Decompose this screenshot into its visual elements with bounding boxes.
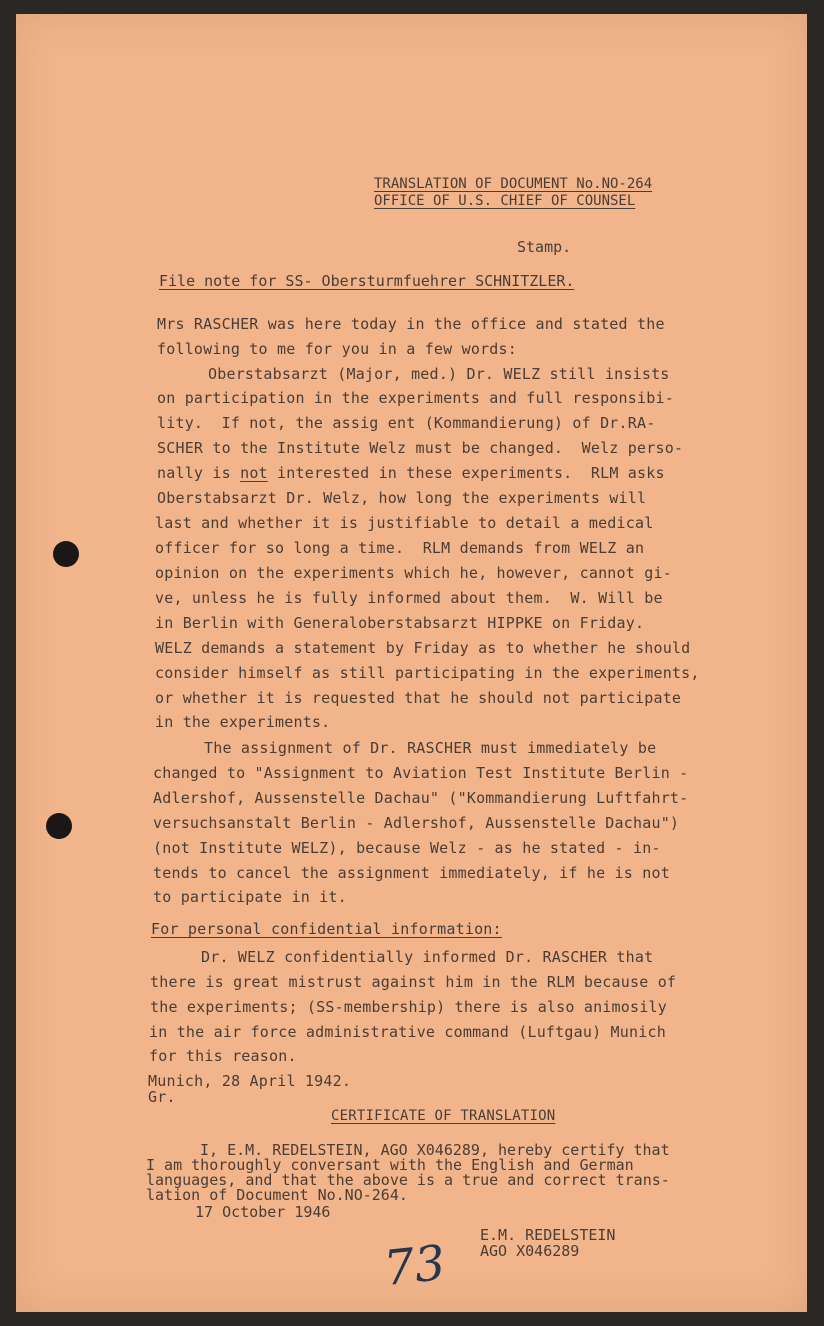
body-line: changed to "Assignment to Aviation Test Institute Berlin - bbox=[153, 764, 689, 782]
body-line: officer for so long a time. RLM demands from WELZ an bbox=[155, 539, 645, 557]
certificate-line: languages, and that the above is a true and correct trans- bbox=[146, 1171, 670, 1189]
punch-hole-bottom bbox=[46, 813, 72, 839]
body-line: in Berlin with Generaloberstabsarzt HIPPKE on Friday. bbox=[155, 614, 645, 632]
certificate-heading: CERTIFICATE OF TRANSLATION bbox=[331, 1108, 556, 1124]
confidential-line: the experiments; (SS-membership) there is also animosily bbox=[150, 998, 667, 1016]
body-text: interested in these experiments. RLM asks bbox=[277, 464, 665, 482]
body-line: Oberstabsarzt (Major, med.) Dr. WELZ still insists bbox=[208, 365, 670, 383]
initials: Gr. bbox=[148, 1088, 176, 1106]
header-line-2: OFFICE OF U.S. CHIEF OF COUNSEL bbox=[374, 193, 636, 209]
stamp-label: Stamp. bbox=[517, 238, 572, 256]
handwritten-page-number: 73 bbox=[381, 1234, 448, 1298]
body-line: WELZ demands a statement by Friday as to whether he should bbox=[155, 639, 691, 657]
certificate-date: 17 October 1946 bbox=[195, 1203, 331, 1221]
confidential-line: Dr. WELZ confidentially informed Dr. RASCHER that bbox=[201, 948, 654, 966]
place-date: Munich, 28 April 1942. bbox=[148, 1072, 352, 1090]
certificate-line: I, E.M. REDELSTEIN, AGO X046289, hereby certify that bbox=[200, 1141, 670, 1159]
emphasis-not: not bbox=[240, 464, 268, 482]
body-line: to participate in it. bbox=[153, 888, 347, 906]
body-line: following to me for you in a few words: bbox=[157, 340, 517, 358]
body-line: Adlershof, Aussenstelle Dachau" ("Kommandierung Luftfahrt- bbox=[153, 789, 689, 807]
body-line: opinion on the experiments which he, however, cannot gi- bbox=[155, 564, 672, 582]
confidential-line: for this reason. bbox=[149, 1047, 297, 1065]
body-line: (not Institute WELZ), because Welz - as he stated - in- bbox=[153, 839, 661, 857]
body-line: lity. If not, the assig ent (Kommandierung) of Dr.RA- bbox=[157, 414, 656, 432]
body-line: versuchsanstalt Berlin - Adlershof, Aussenstelle Dachau") bbox=[153, 814, 680, 832]
certificate-line: lation of Document No.NO-264. bbox=[146, 1186, 408, 1204]
signer-name: E.M. REDELSTEIN bbox=[480, 1226, 616, 1244]
body-line: tends to cancel the assignment immediately, if he is not bbox=[153, 864, 670, 882]
confidential-heading: For personal confidential information: bbox=[151, 920, 502, 938]
body-line: Mrs RASCHER was here today in the office and stated the bbox=[157, 315, 665, 333]
body-line: on participation in the experiments and full responsibi- bbox=[157, 389, 674, 407]
body-text: nally is bbox=[157, 464, 231, 482]
body-line: ve, unless he is fully informed about them. W. Will be bbox=[155, 589, 663, 607]
body-line: or whether it is requested that he should not participate bbox=[155, 689, 682, 707]
body-line: in the experiments. bbox=[155, 713, 331, 731]
punch-hole-top bbox=[53, 541, 79, 567]
body-line: Oberstabsarzt Dr. Welz, how long the experiments will bbox=[157, 489, 647, 507]
body-line: SCHER to the Institute Welz must be changed. Welz perso- bbox=[157, 439, 684, 457]
header-line-1: TRANSLATION OF DOCUMENT No.NO-264 bbox=[374, 176, 653, 192]
certificate-line: I am thoroughly conversant with the English and German bbox=[146, 1156, 634, 1174]
signer-id: AGO X046289 bbox=[480, 1242, 580, 1260]
body-line: last and whether it is justifiable to detail a medical bbox=[155, 514, 654, 532]
confidential-line: in the air force administrative command (Luftgau) Munich bbox=[149, 1023, 666, 1041]
body-line: The assignment of Dr. RASCHER must immediately be bbox=[204, 739, 657, 757]
file-note-title: File note for SS- Obersturmfuehrer SCHNITZLER. bbox=[159, 272, 575, 290]
body-line bbox=[157, 464, 665, 482]
body-line: consider himself as still participating in the experiments, bbox=[155, 664, 700, 682]
translation-header bbox=[374, 176, 652, 210]
confidential-line: there is great mistrust against him in the RLM because of bbox=[150, 973, 677, 991]
